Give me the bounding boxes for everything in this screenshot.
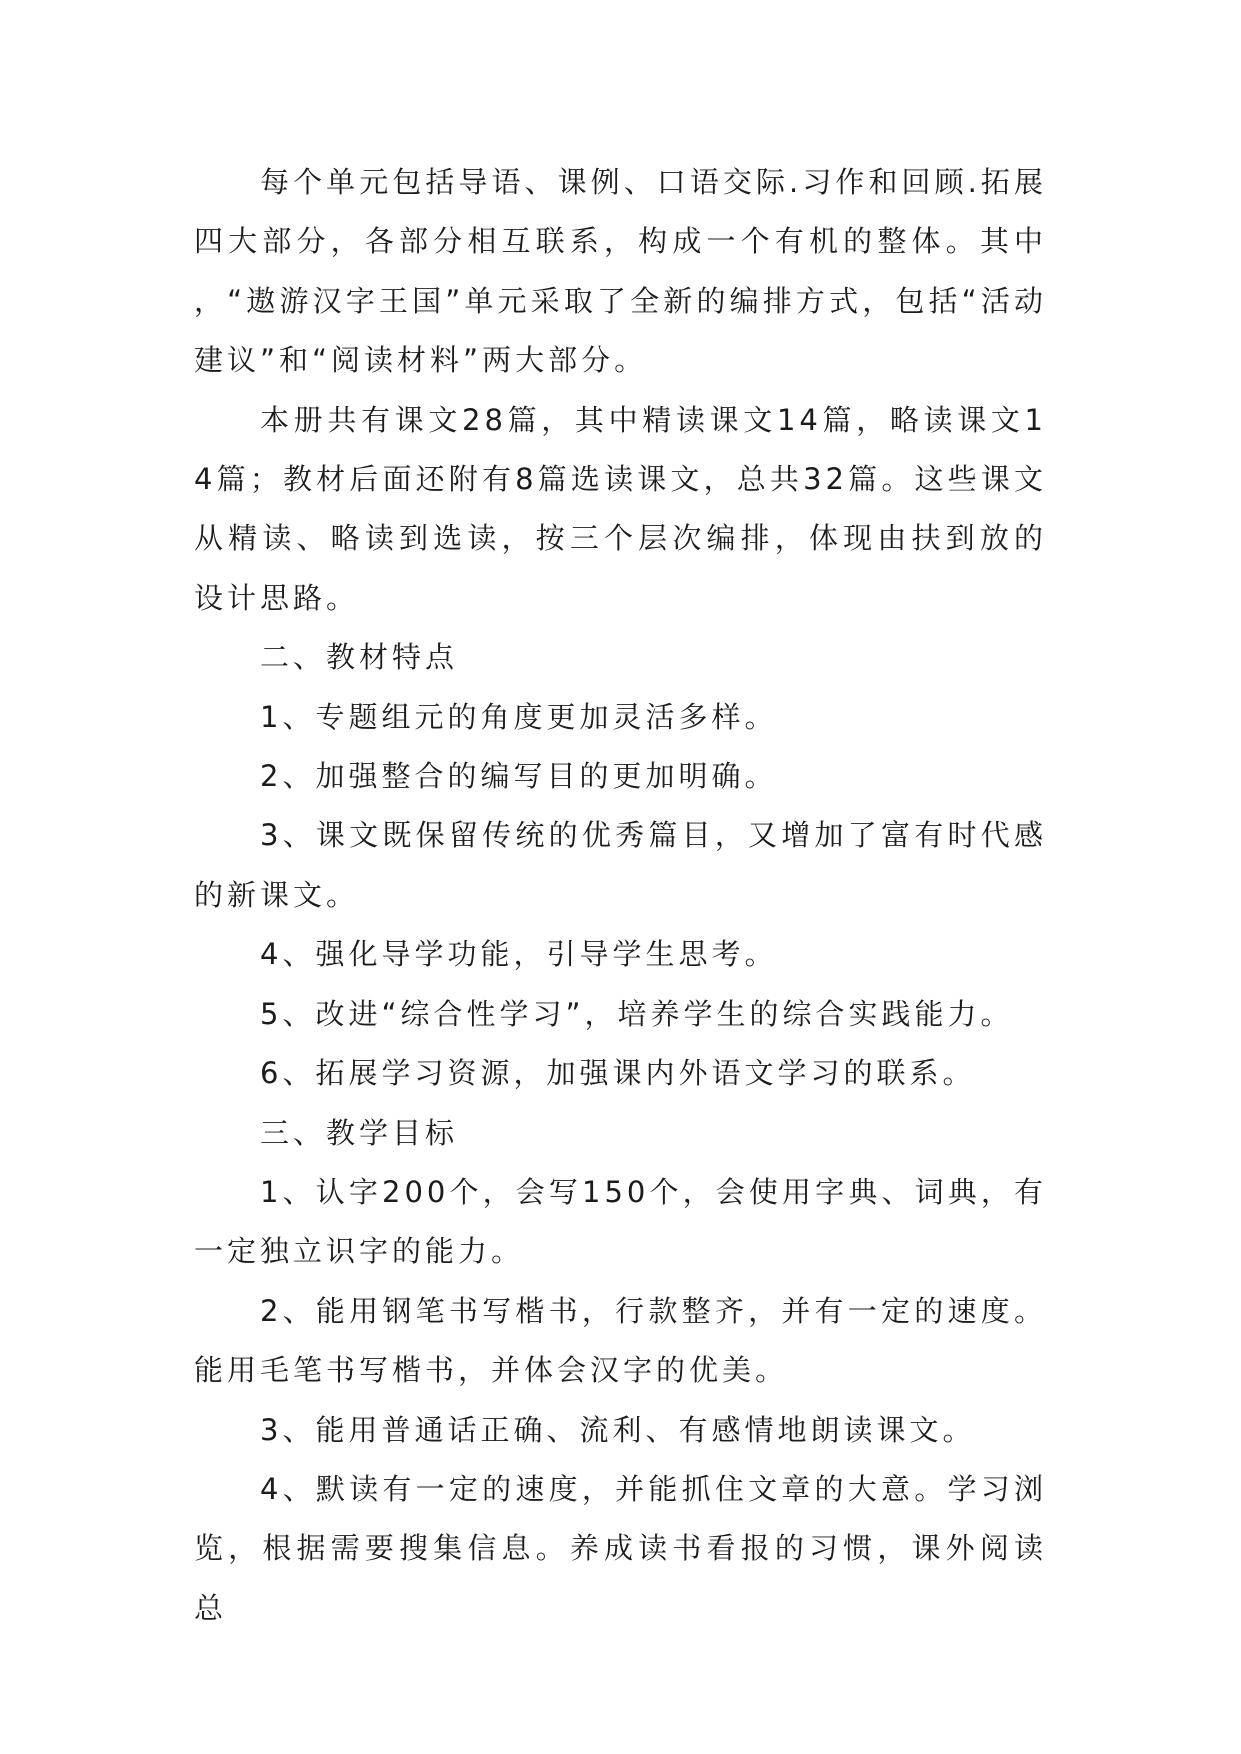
feature-item-3: 3、课文既保留传统的优秀篇目，又增加了富有时代感的新课文。 [194, 818, 1047, 912]
section-heading-features: 二、教材特点 [260, 640, 459, 675]
feature-item-5: 5、改进“综合性学习”，培养学生的综合实践能力。 [260, 996, 1014, 1031]
goal-item-4: 4、默读有一定的速度，并能抓住文章的大意。学习浏览，根据需要搜集信息。养成读书看报的习惯，课外阅读总 [194, 1471, 1047, 1625]
document-body [194, 153, 1047, 1638]
feature-item-2: 2、加强整合的编写目的更加明确。 [260, 759, 778, 794]
goal-item-1: 1、认字200个，会写150个，会使用字典、词典，有一定独立识字的能力。 [194, 1174, 1047, 1269]
paragraph-lesson-count: 本册共有课文28篇，其中精读课文14篇，略读课文14篇；教材后面还附有8篇选读课文，总共32篇。这些课文从精读、略读到选读，按三个层次编排，体现由扶到放的设计思路。 [194, 402, 1047, 615]
feature-item-1: 1、专题组元的角度更加灵活多样。 [260, 699, 778, 734]
feature-item-6: 6、拓展学习资源，加强课内外语文学习的联系。 [260, 1056, 976, 1091]
paragraph-unit-structure: 每个单元包括导语、课例、口语交际.习作和回顾.拓展四大部分，各部分相互联系，构成一个有机的整体。其中，“遨游汉字王国”单元采取了全新的编排方式，包括“活动建议”和“阅读材料”两大部分。 [194, 165, 1047, 378]
section-heading-goals: 三、教学目标 [260, 1115, 459, 1150]
goal-item-2: 2、能用钢笔书写楷书，行款整齐，并有一定的速度。能用毛笔书写楷书，并体会汉字的优美。 [194, 1293, 1047, 1388]
feature-item-4: 4、强化导学功能，引导学生思考。 [260, 937, 778, 972]
goal-item-3: 3、能用普通话正确、流利、有感情地朗读课文。 [260, 1412, 976, 1447]
